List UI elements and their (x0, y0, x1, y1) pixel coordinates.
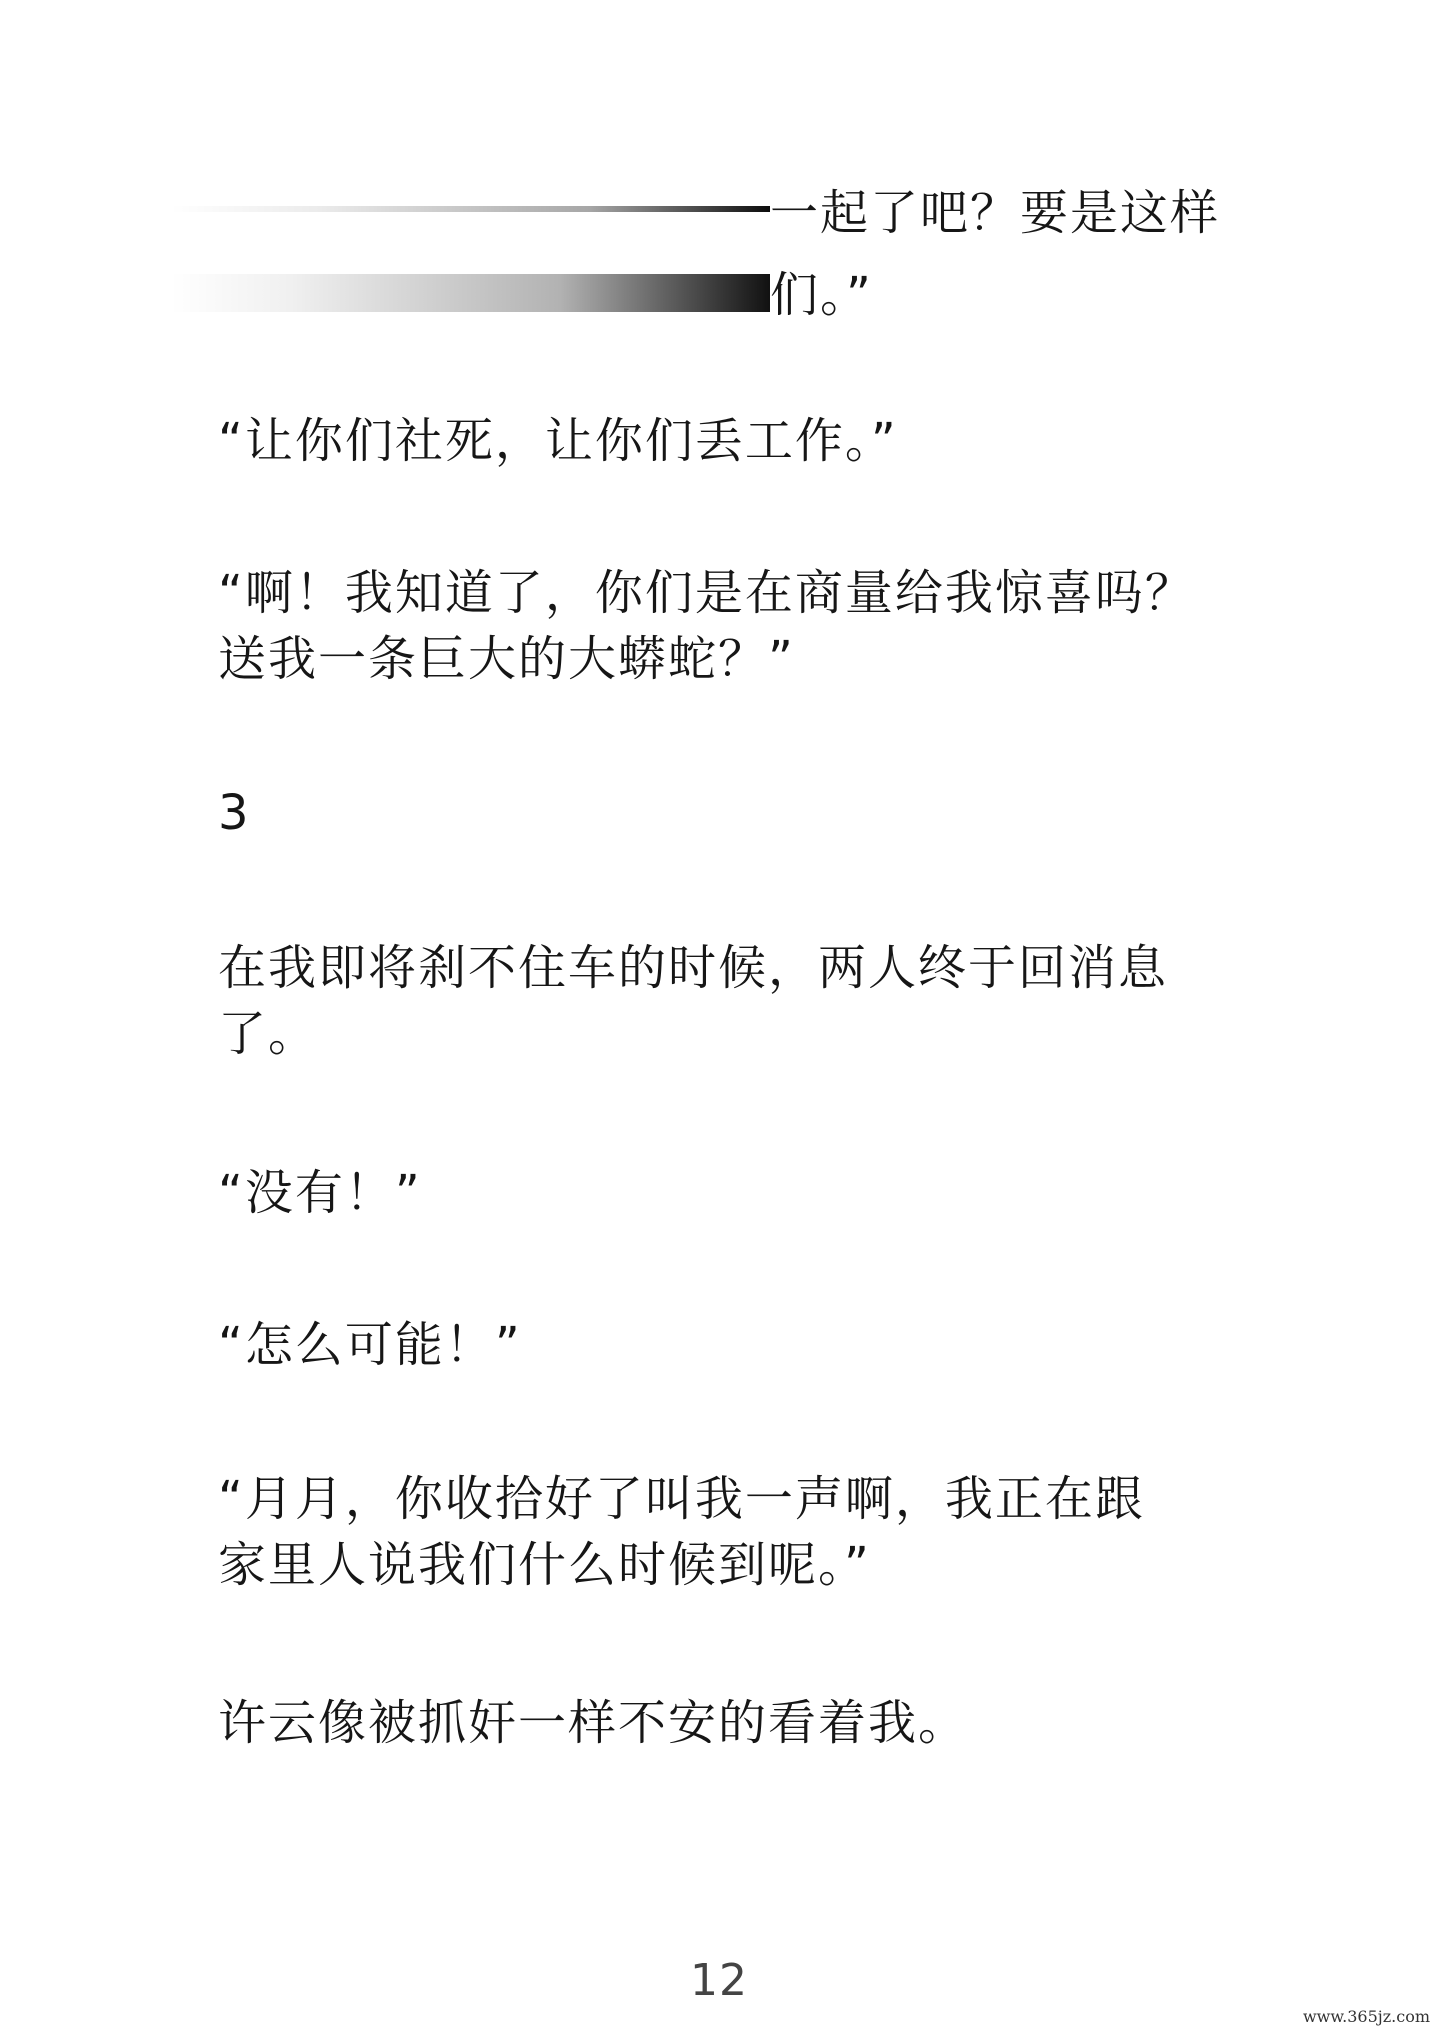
redaction-bar (170, 274, 770, 312)
paragraph: 在我即将刹不住车的时候，两人终于回消息 了。 (218, 940, 1169, 1062)
paragraph: “怎么可能！” (218, 1317, 522, 1373)
section-number: 3 (218, 785, 251, 841)
paragraph: “月月，你收拾好了叫我一声啊，我正在跟 家里人说我们什么时候到呢。” (218, 1471, 1145, 1593)
paragraph: “没有！” (218, 1165, 422, 1221)
paragraph: “让你们社死，让你们丢工作。” (218, 413, 898, 469)
text-fragment-line-2: 们。” (770, 267, 873, 323)
redaction-bar (170, 206, 770, 212)
paragraph: “啊！我知道了，你们是在商量给我惊喜吗？ 送我一条巨大的大蟒蛇？” (218, 565, 1195, 687)
paragraph: 许云像被抓奸一样不安的看着我。 (218, 1695, 969, 1751)
page-number: 12 (690, 1955, 748, 2006)
text-fragment-line-1: 一起了吧？要是这样 (770, 185, 1221, 241)
watermark: www.365jz.com (1302, 2007, 1430, 2026)
